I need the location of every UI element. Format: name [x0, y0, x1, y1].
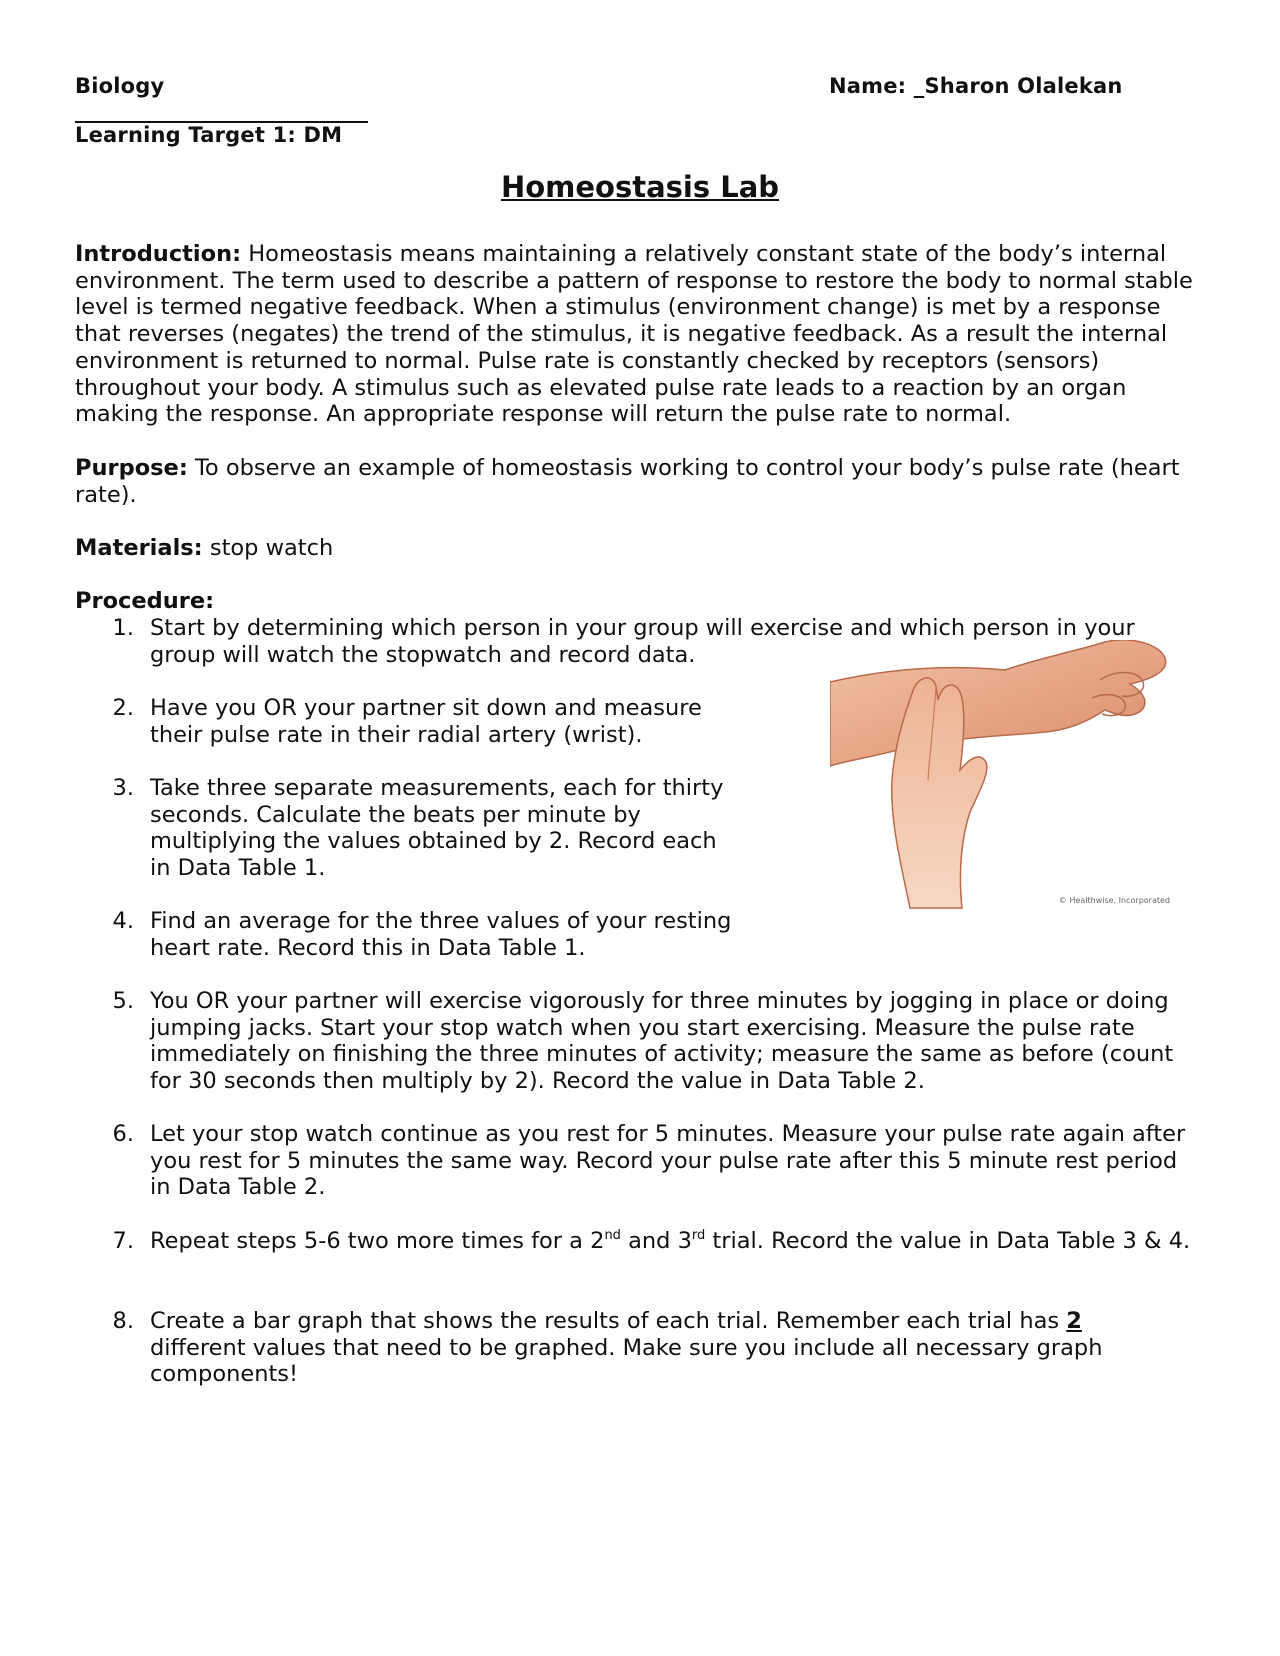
step-text: Start by determining which person in your group will exercise and which person in your group will watch the stopwatch and record data. — [150, 615, 1135, 668]
page-title: Homeostasis Lab — [500, 170, 780, 204]
step-number: 4. — [112, 908, 134, 934]
step-number: 7. — [112, 1228, 134, 1254]
materials-label: Materials: — [75, 535, 203, 561]
step-number: 5. — [112, 988, 134, 1014]
introduction-section — [75, 241, 1205, 428]
step-text: You OR your partner will exercise vigorously for three minutes by jogging in place or doing jumping jacks. Start your stop watch when you start exercising. Measure the pulse rate immediately on finishing the three minutes of activity; measure the same as before (count for 30 seconds then multiply by 2). Record the value in Data Table 2. — [150, 988, 1174, 1095]
step-text: Take three separate measurements, each for thirty seconds. Calculate the beats per minute by multiplying the values obtained by 2. Record each in Data Table 1. — [150, 775, 724, 882]
step-text: Create a bar graph that shows the results of each trial. Remember each trial has 2 different values that need to be graphed. Make sure you include all necessary graph components! — [150, 1308, 1103, 1388]
purpose-label: Purpose: — [75, 455, 188, 481]
purpose-text: To observe an example of homeostasis working to control your body’s pulse rate (heart rate). — [75, 455, 1180, 508]
step-text: Find an average for the three values of your resting heart rate. Record this in Data Table 1. — [150, 908, 732, 961]
materials-text: stop watch — [209, 535, 334, 561]
subject-label: Biology — [75, 74, 165, 98]
student-name: Name: _Sharon Olalekan — [829, 74, 1123, 98]
wrist-pulse-illustration — [830, 640, 1180, 910]
introduction-text: Homeostasis means maintaining a relatively constant state of the body’s internal environment. The term used to describe a pattern of response to restore the body to normal stable level is termed negative feedback. When a stimulus (environment change) is met by a response that reverses (negates) the trend of the stimulus, it is negative feedback. As a result the internal environment is returned to normal. Pulse rate is constantly checked by receptors (sensors) throughout your body. A stimulus such as elevated pulse rate leads to a reaction by an organ making the response. An appropriate response will return the pulse rate to normal. — [75, 241, 1193, 428]
step-text: Have you OR your partner sit down and measure their pulse rate in their radial artery (wrist). — [150, 695, 702, 748]
materials-section — [75, 535, 1205, 562]
illustration-credit: © Healthwise, Incorporated — [1058, 896, 1170, 905]
step-number: 3. — [112, 775, 134, 801]
step-text: Let your stop watch continue as you rest for 5 minutes. Measure your pulse rate again after you rest for 5 minutes the same way. Record your pulse rate after this 5 minute rest period in Data Table 2. — [150, 1121, 1186, 1201]
step-number: 2. — [112, 695, 134, 721]
introduction-label: Introduction: — [75, 241, 242, 267]
procedure-label: Procedure: — [75, 588, 215, 614]
step-text: Repeat steps 5-6 two more times for a 2nd and 3rd trial. Record the value in Data Table 3 & 4. — [150, 1228, 1191, 1254]
learning-target: Learning Target 1: DM — [75, 123, 343, 147]
step-number: 8. — [112, 1308, 134, 1334]
purpose-section — [75, 455, 1205, 508]
step-number: 6. — [112, 1121, 134, 1147]
step-number: 1. — [112, 615, 134, 641]
